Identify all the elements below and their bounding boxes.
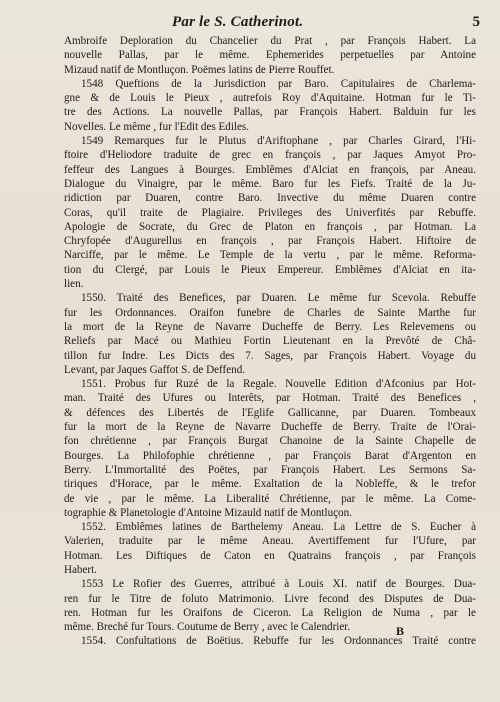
- text-line: Levant, par Jaques Gaffot S. de Deffend.: [64, 363, 246, 376]
- text-line: Berry. L'Immortalité des Poëtes, par François Habert. Les Sermons Sa-: [64, 463, 476, 476]
- text-line: gne & de Louis le Pieux , autrefois Roy d'Aquitaine. Hotman fur le Ti-: [64, 92, 476, 105]
- text-line: & défences des Libertés de l'Eglife Gallicanne, par Duaren. Tombeaux: [64, 406, 476, 419]
- text-line: 1551. Probus fur Ruzé de la Regale. Nouvelle Edition d'Afconius par Hot-: [81, 378, 476, 391]
- text-line: fur les Ordonnances. Oraifon funebre de Charles de Sainte Marthe fur: [64, 306, 476, 319]
- text-line: de vie , par le même. La Liberalité Chrétienne, par le même. La Come-: [64, 492, 476, 505]
- text-line: Valerien, traduite par le même Aneau. Avertiffement fur l'Ufure, par: [64, 535, 476, 548]
- text-line: Dialogue du Vinaigre, par le même. Baro fur les Fiefs. Traité de la Ju-: [64, 177, 476, 190]
- text-line: Hotman. Les Diftiques de Caton en Quatrains françois , par François: [64, 549, 476, 562]
- text-line: nouvelle Pallas, par le même. Ephemerides perpetuelles par Antoine: [64, 49, 476, 62]
- text-line: Narciffe, par le même. Le Temple de la vertu , par le même. Reforma-: [64, 249, 476, 262]
- text-line: feffeur des Langues à Bourges. Emblêmes d'Alciat en françois, par Aneau.: [64, 163, 476, 176]
- text-line: ftoire d'Heliodore traduite de grec en françois , par Jaques Amyot Pro-: [64, 149, 476, 162]
- text-line: 1550. Traité des Benefices, par Duaren. Le même fur Scevola. Rebuffe: [81, 292, 476, 305]
- signature-mark: B: [396, 624, 405, 638]
- body-text: [64, 34, 476, 649]
- text-line: 1548 Queftions de la Jurisdiction par Baro. Capitulaires de Charlema-: [81, 77, 476, 90]
- text-line: tographie & Planetologie d'Antoine Mizauld natif de Montluçon.: [64, 506, 352, 519]
- text-line: Coras, qu'il traite de Plagiaire. Privileges des Univerfités par Rebuffe.: [64, 206, 476, 219]
- page-header: [70, 14, 490, 32]
- text-line: Mizaud natif de Montluçon. Poëmes latins de Pierre Rouffet.: [64, 63, 335, 76]
- text-line: fur la mort de la Reyne de Navarre Ducheffe de Berry. Traite de l'Orai-: [64, 421, 476, 434]
- page-number: 5: [472, 14, 480, 30]
- text-line: ridiction par Duaren, contre Baro. Invective du même Duaren contre: [64, 192, 476, 205]
- text-line: tiriques d'Horace, par le même. Exaltation de la Nobleffe, & le trefor: [64, 478, 476, 491]
- text-line: Reliefs par Macé ou Mathieu Fortin Lieutenant en la Prevôté de Châ-: [64, 335, 476, 348]
- text-line: Ambroife Deploration du Chancelier du Prat , par François Habert. La: [64, 35, 476, 47]
- text-line: Bourges. La Philofophie chrétienne , par François Barat d'Argenton en: [64, 449, 476, 462]
- text-line: tillon fur Indre. Les Dicts des 7. Sages, par François Habert. Voyage du: [64, 349, 476, 362]
- text-line: Chryfopée d'Augurellus en françois , par François Habert. Hiftoire de: [64, 235, 476, 248]
- text-line: lien.: [64, 278, 84, 291]
- text-line: la mort de la Reyne de Navarre Ducheffe de Berry. Les Relevemens ou: [64, 320, 476, 333]
- text-line: Habert.: [64, 563, 97, 576]
- text-line: même. Breché fur Tours. Coutume de Berry , avec le Calendrier.: [64, 621, 351, 634]
- text-line: 1549 Remarques fur le Plutus d'Ariftophane , par Charles Girard, l'Hi-: [81, 135, 476, 148]
- text-line: tre des Actions. La nouvelle Pallas, par François Habert. Balduin fur les: [64, 106, 476, 119]
- text-line: 1552. Emblêmes latines de Barthelemy Aneau. La Lettre de S. Eucher à: [81, 521, 476, 534]
- text-line: man. Traité des Ufures ou Interêts, par Hotman. Traité des Benefices ,: [64, 392, 476, 405]
- text-line: ren fur le Titre de foluto Matrimonio. Livre fecond des Disputes de Dua-: [64, 592, 476, 605]
- text-line: ren. Hotman fur les Oraifons de Ciceron. La Religion de Numa , par le: [64, 606, 476, 619]
- text-line: Novelles. Le même , fur l'Edit des Ediles.: [64, 120, 249, 133]
- text-line: tion du Clergé, par Louis le Pieux Empereur. Emblêmes d'Alciat en ita-: [64, 263, 476, 276]
- text-line: 1554. Confultations de Boëtius. Rebuffe fur les Ordonnances Traité contre: [81, 635, 476, 648]
- text-line: Apologie de Socrate, du Grec de Platon en françois , par Hotman. La: [64, 220, 476, 233]
- text-line: fon chrétienne , par François Burgat Chanoine de la Sainte Chapelle de: [64, 435, 476, 448]
- running-head: Par le S. Catherinot.: [172, 14, 304, 30]
- text-line: 1553 Le Rofier des Guerres, attribué à Louis XI. natif de Bourges. Dua-: [81, 578, 476, 591]
